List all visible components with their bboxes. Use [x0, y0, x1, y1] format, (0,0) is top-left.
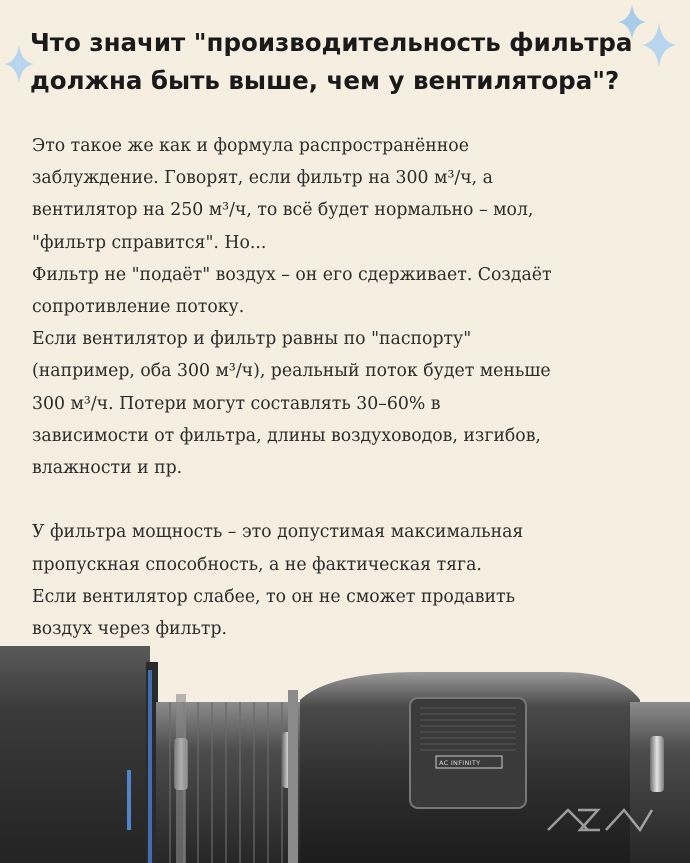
- paragraph-1: [32, 130, 672, 484]
- text-line: вентилятор на 250 м³/ч, то всё будет нормально – мол,: [32, 200, 534, 221]
- text-line: Если вентилятор слабее, то он не сможет продавить: [32, 586, 515, 607]
- title-line: Что значит "производительность фильтра: [30, 28, 633, 57]
- text-line: воздух через фильтр.: [32, 619, 228, 640]
- text-line: заблуждение. Говорят, если фильтр на 300 м³/ч, а: [32, 168, 493, 189]
- text-line: влажности и пр.: [32, 458, 183, 479]
- text-line: сопротивление потоку.: [32, 297, 245, 318]
- text-line: "фильтр справится". Но...: [32, 232, 267, 253]
- text-line: зависимости от фильтра, длины воздуховодов, изгибов,: [32, 425, 541, 446]
- text-line: пропускная способность, а не фактическая тяга.: [32, 554, 482, 575]
- carbon-filter: [0, 646, 158, 863]
- text-line: У фильтра мощность – это допустимая максимальная: [32, 522, 524, 543]
- text-line: (например, оба 300 м³/ч), реальный поток будет меньше: [32, 361, 551, 382]
- body-text: [32, 130, 672, 645]
- paragraph-gap: [32, 484, 672, 516]
- title-line: должна быть выше, чем у вентилятора"?: [30, 66, 620, 95]
- brand-label: AC INFINITY: [439, 759, 481, 767]
- text-line: Если вентилятор и фильтр равны по "паспорту": [32, 329, 472, 350]
- page-title: [30, 24, 670, 100]
- text-line: 300 м³/ч. Потери могут составлять 30–60% в: [32, 393, 441, 414]
- inline-fan-with-filter-image: [0, 640, 690, 863]
- fan-body: [300, 672, 640, 863]
- text-line: Это такое же как и формула распространённое: [32, 136, 469, 156]
- paragraph-2: [32, 516, 672, 645]
- text-line: Фильтр не "подаёт" воздух – он его сдерживает. Создаёт: [32, 264, 552, 285]
